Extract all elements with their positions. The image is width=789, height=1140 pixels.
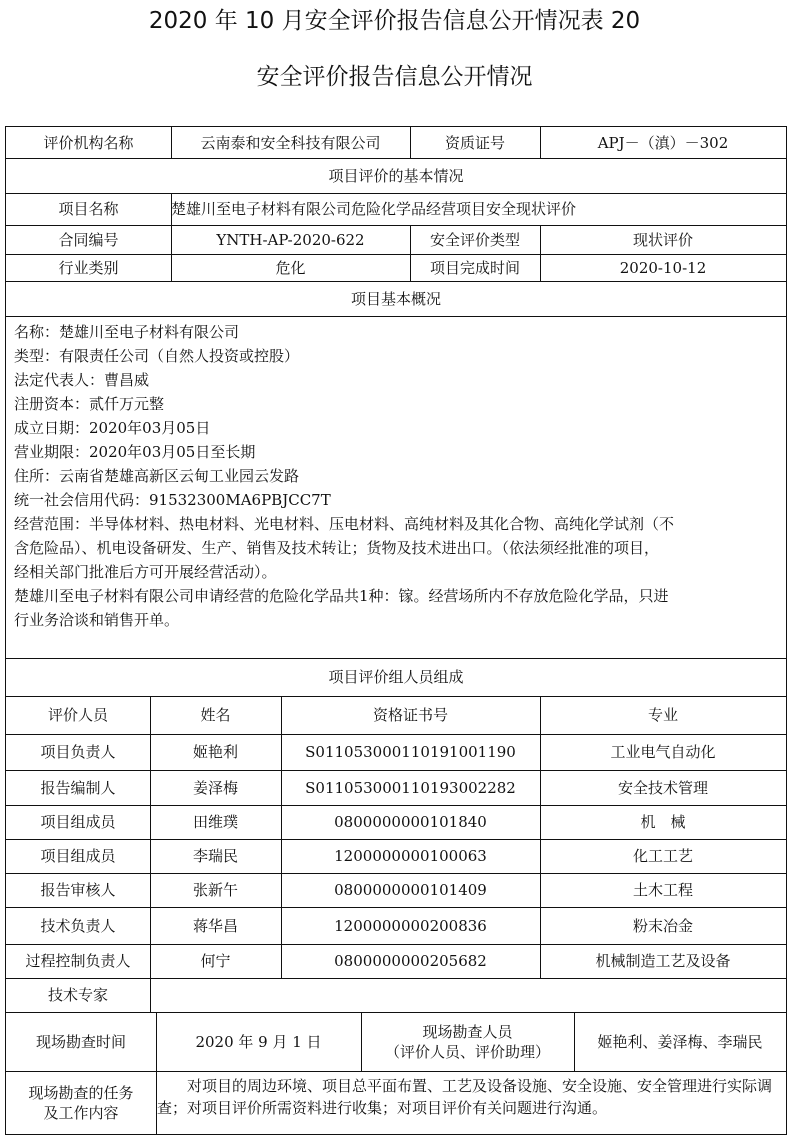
- eval-type-label: 安全评价类型: [429, 230, 520, 249]
- overview-line: 经相关部门批准后方可开展经营活动）。: [14, 563, 277, 581]
- expert-label: 技术专家: [47, 986, 108, 1004]
- survey-people-label-line: （评价人员、评价助理）: [384, 1042, 550, 1061]
- completion-date: 2020-10-12: [619, 258, 707, 277]
- cert-label: 资质证号: [444, 133, 505, 152]
- overview-line: 经营范围：半导体材料、热电材料、光电材料、压电材料、高纯材料及其化合物、高纯化学试剂（不: [14, 515, 675, 533]
- team-major: 安全技术管理: [617, 778, 708, 797]
- overview-line: 名称：楚雄川至电子材料有限公司: [14, 323, 240, 341]
- survey-time-label: 现场勘查时间: [35, 1032, 126, 1051]
- team-major: 工业电气自动化: [610, 743, 716, 761]
- team-header: 姓名: [200, 706, 231, 724]
- team-cert: 0800000000205682: [334, 952, 487, 970]
- basic-section-title: 项目评价的基本情况: [328, 166, 464, 185]
- overview-line: 注册资本：贰仟万元整: [14, 395, 165, 413]
- overview-line: 统一社会信用代码：91532300MA6PBJCC7T: [14, 491, 331, 509]
- survey-task-label-line: 现场勘查的任务: [28, 1083, 134, 1102]
- team-name: 蒋华昌: [192, 916, 238, 935]
- page-subtitle: 安全评价报告信息公开情况: [256, 64, 533, 90]
- team-role: 项目负责人: [40, 743, 116, 761]
- disclosure-table: [5, 126, 787, 1135]
- overview-line: 类型：有限责任公司（自然人投资或控股）: [14, 347, 300, 365]
- overview-line: 法定代表人：曹昌威: [14, 371, 150, 389]
- team-cert: 1200000000200836: [334, 916, 487, 935]
- survey-task-content: 对项目的周边环境、项目总平面布置、工艺及设备设施、安全设施、安全管理进行实际调查；对项目评价所需资料进行收集；对项目评价有关问题进行沟通。: [157, 1077, 773, 1117]
- team-name: 姬艳利: [192, 743, 238, 761]
- team-role: 过程控制负责人: [25, 952, 131, 970]
- team-major: 土木工程: [632, 881, 693, 899]
- survey-time: 2020 年 9 月 1 日: [195, 1032, 322, 1051]
- contract-number: YNTH-AP-2020-622: [216, 230, 365, 249]
- team-cert: S011053000110193002282: [305, 778, 516, 797]
- eval-type: 现状评价: [632, 230, 693, 249]
- survey-task-label-line: 及工作内容: [43, 1103, 119, 1122]
- team-name: 何宁: [200, 952, 231, 970]
- team-role: 项目组成员: [40, 847, 116, 865]
- survey-task-label: [6, 1071, 156, 1134]
- team-section-title: 项目评价组人员组成: [328, 668, 464, 686]
- team-name: 田维璞: [192, 813, 238, 831]
- overview-section-title: 项目基本概况: [350, 289, 441, 308]
- cert-number: APJ－（滇）－302: [597, 133, 729, 152]
- completion-label: 项目完成时间: [429, 258, 520, 277]
- industry-label: 行业类别: [58, 258, 119, 277]
- team-name: 姜泽梅: [192, 778, 238, 797]
- expert-value: [150, 978, 786, 1012]
- overview-line: 住所：云南省楚雄高新区云甸工业园云发路: [14, 467, 300, 485]
- org-label: 评价机构名称: [43, 133, 134, 152]
- industry: 危化: [275, 258, 306, 277]
- team-name: 李瑞民: [192, 847, 238, 865]
- team-cert: 0800000000101409: [334, 881, 487, 899]
- team-header: 资格证书号: [372, 706, 448, 724]
- org-name: 云南泰和安全科技有限公司: [200, 133, 381, 152]
- team-header: 专业: [647, 706, 678, 724]
- team-name: 张新午: [192, 881, 238, 899]
- survey-people-label: [361, 1012, 574, 1071]
- overview-line: 楚雄川至电子材料有限公司申请经营的危险化学品共1种：镓。经营场所内不存放危险化学品，只进: [14, 587, 669, 605]
- team-cert: 0800000000101840: [334, 813, 487, 831]
- team-major: 机 械: [640, 813, 686, 831]
- overview-text: [14, 320, 780, 632]
- team-role: 报告审核人: [40, 881, 116, 899]
- team-cert: 1200000000100063: [334, 847, 487, 865]
- overview-line: 营业期限：2020年03月05日至长期: [14, 443, 256, 461]
- project-name: 楚雄川至电子材料有限公司危险化学品经营项目安全现状评价: [171, 200, 577, 218]
- team-major: 粉末冶金: [632, 916, 693, 935]
- survey-people-label-line: 现场勘查人员: [422, 1022, 513, 1041]
- rule: [6, 316, 786, 317]
- team-major: 机械制造工艺及设备: [595, 952, 731, 970]
- page-title: 2020 年 10 月安全评价报告信息公开情况表 20: [148, 8, 641, 34]
- team-header: 评价人员: [47, 706, 108, 724]
- team-role: 技术负责人: [40, 916, 116, 935]
- overview-line: 行业务洽谈和销售开单。: [14, 611, 180, 629]
- project-name-label: 项目名称: [58, 200, 119, 218]
- survey-people: 姬艳利、姜泽梅、李瑞民: [597, 1032, 763, 1051]
- contract-label: 合同编号: [58, 230, 119, 249]
- team-role: 报告编制人: [40, 778, 116, 797]
- overview-line: 含危险品）、机电设备研发、生产、销售及技术转让；货物及技术进出口。（依法须经批准的项目，: [14, 539, 660, 557]
- team-major: 化工工艺: [632, 847, 693, 865]
- overview-line: 成立日期：2020年03月05日: [14, 419, 211, 437]
- team-cert: S011053000110191001190: [305, 743, 516, 761]
- team-role: 项目组成员: [40, 813, 116, 831]
